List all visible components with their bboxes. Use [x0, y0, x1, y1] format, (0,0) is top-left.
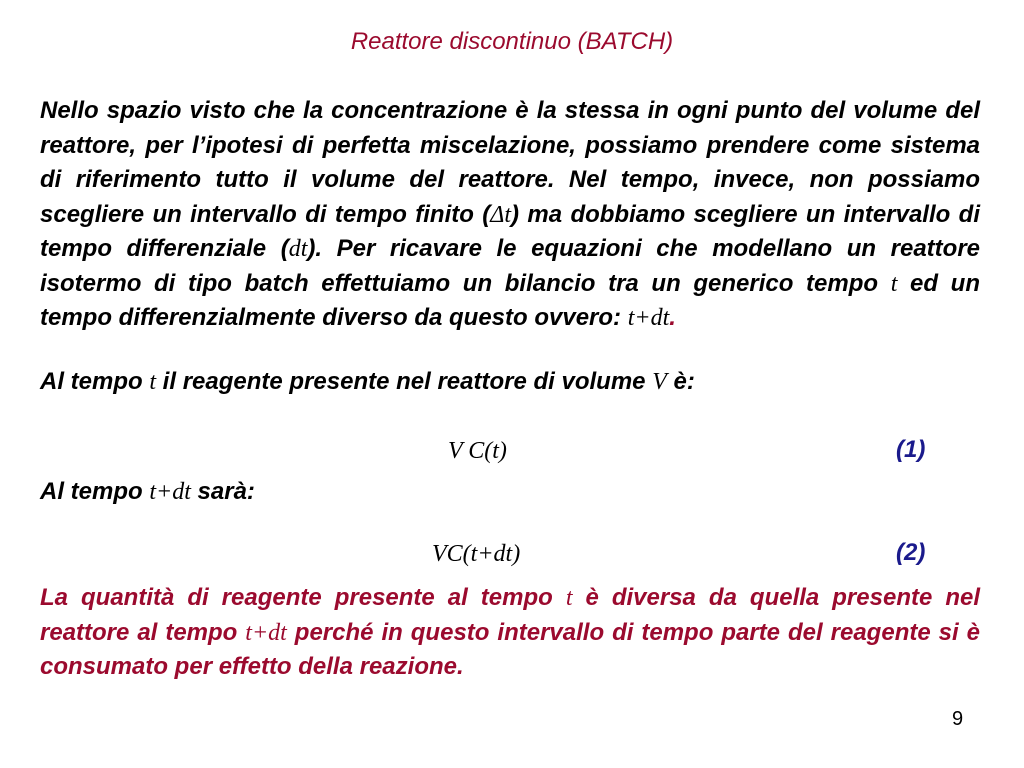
conclusion-text-2: è diversa da quella presente nel reattore al tempo	[40, 584, 980, 646]
equation-2-number: (2)	[896, 539, 926, 566]
page-number: 9	[952, 708, 964, 730]
time-t-dt-line	[40, 478, 255, 506]
t-plus-dt-symbol: t+dt	[245, 619, 287, 646]
equation-1-number: (1)	[896, 436, 926, 463]
time-t-dt-text-1: Al tempo	[40, 478, 150, 505]
delta-t-symbol: Δt	[490, 201, 512, 228]
slide-title: Reattore discontinuo (BATCH)	[350, 28, 674, 55]
dt-symbol: dt	[288, 236, 308, 262]
equation-1: V C(t)	[448, 438, 507, 464]
intro-text-4: ed un tempo differenzialmente diverso da questo ovvero:	[40, 269, 980, 331]
time-t-dt-text-2: sarà:	[190, 478, 255, 505]
t-plus-dt-symbol: t+dt	[149, 479, 191, 505]
volume-symbol: V	[652, 369, 667, 395]
equation-2: VC(t+dt)	[432, 541, 521, 567]
time-t-text-3: è:	[666, 368, 695, 395]
t-symbol: t	[565, 585, 573, 611]
intro-text-2: ) ma dobbiamo scegliere un intervallo di tempo differenziale (	[40, 200, 981, 262]
conclusion-text-3: perché in questo intervallo di tempo parte del reagente si è consumato per effetto della reazione.	[40, 618, 980, 680]
intro-text-1: Nello spazio visto che la concentrazione è la stessa in ogni punto del volume del reattore, per l’ipotesi di perfetta miscelazione, possiamo prendere come sistema di riferimento tutto il volume del reattore. Nel tempo, invece, non possiamo scegliere un intervallo di tempo finito (	[40, 97, 980, 228]
intro-text-3: ). Per ricavare le equazioni che modellano un reattore isotermo di tipo batch effettuiamo un bilancio tra un generico tempo	[40, 235, 981, 297]
t-symbol: t	[890, 270, 898, 297]
time-t-text-2: il reagente presente nel reattore di volume	[156, 368, 653, 395]
t-symbol: t	[149, 369, 157, 395]
t-plus-dt-symbol: t+dt	[627, 305, 670, 331]
time-t-line	[40, 368, 695, 396]
intro-paragraph	[40, 94, 980, 336]
conclusion-text-1: La quantità di reagente presente al tempo	[40, 584, 566, 611]
conclusion-paragraph	[40, 581, 980, 685]
time-t-text-1: Al tempo	[40, 368, 150, 395]
intro-period: .	[669, 304, 676, 331]
